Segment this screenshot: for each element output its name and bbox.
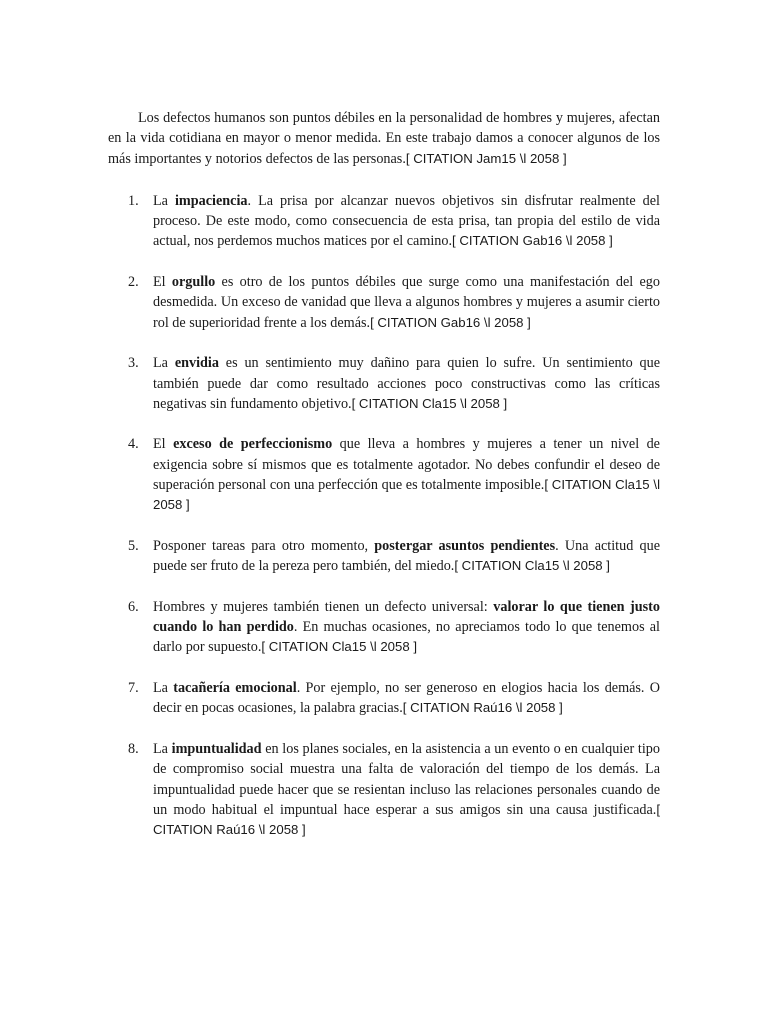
list-item-text-pre: La (153, 355, 175, 372)
list-item-bold: orgullo (171, 274, 216, 291)
list-item (108, 353, 660, 414)
list-item-bold: impaciencia (174, 192, 248, 209)
list-item-citation: [ CITATION Cla15 \l 2058 ] (261, 639, 417, 655)
list-item-citation: [ CITATION Cla15 \l 2058 ] (454, 558, 610, 574)
list-item-text-post: que lleva a hombres y mujeres a tener un nivel de exigencia sobre sí mismos que es totalmente agotador. No debes confundir el deseo de superación personal con una perfección que es totalmente imposible. (153, 436, 660, 494)
list-item-citation: [ CITATION Raú16 \l 2058 ] (153, 801, 660, 838)
list-item-text-post: . Por ejemplo, no ser generoso en elogios hacia los demás. O decir en pocas ocasiones, la palabra gracias. (153, 680, 660, 717)
list-item-bold: envidia (174, 355, 219, 372)
defects-list (108, 191, 660, 841)
list-item-number: 1. (128, 192, 139, 209)
list-item (108, 678, 660, 719)
list-item-bold: valorar lo que tienen justo cuando lo han perdido (153, 598, 661, 636)
list-item-text-pre: La (153, 680, 174, 697)
list-item-text-pre: La (153, 740, 172, 757)
list-item-citation: [ CITATION Gab16 \l 2058 ] (370, 314, 531, 330)
intro-text: Los defectos humanos son puntos débiles en la personalidad de hombres y mujeres, afectan en la vida cotidiana en mayor o menor medida. En este trabajo damos a conocer algunos de los más importantes y notorios defectos de las personas. (108, 110, 660, 167)
list-item-number: 7. (128, 680, 139, 697)
list-item-number: 5. (128, 537, 139, 554)
list-item-text-post: . Una actitud que puede ser fruto de la pereza pero también, del miedo. (153, 537, 660, 575)
list-item-text-post: en los planes sociales, en la asistencia a un evento o en cualquier tipo de compromiso social muestra una falta de valoración del tiempo de los demás. La impuntualidad puede hacer que se resientan incluso las relaciones personales cuando de un modo habitual el impuntual hace esperar a sus amigos sin una causa justificada. (153, 740, 660, 818)
list-item-text-pre: Posponer tareas para otro momento, (153, 537, 375, 554)
list-item-text-post: . En muchas ocasiones, no apreciamos todo lo que tenemos al darlo por supuesto. (153, 619, 660, 656)
list-item (108, 739, 660, 840)
list-item-citation: [ CITATION Cla15 \l 2058 ] (153, 477, 660, 513)
list-item-citation: [ CITATION Gab16 \l 2058 ] (452, 233, 613, 249)
list-item-number: 2. (128, 274, 139, 291)
list-item-bold: impuntualidad (171, 740, 262, 757)
list-item-text-post: es un sentimiento muy dañino para quien lo sufre. Un sentimiento que también puede dar como resultado acciones poco constructivas como las críticas negativas sin fundamento objetivo. (153, 355, 660, 412)
list-item-text-pre: Hombres y mujeres también tienen un defecto universal: (153, 598, 494, 615)
list-item-text-post: . La prisa por alcanzar nuevos objetivos sin disfrutar realmente del proceso. De este modo, como consecuencia de esta prisa, tan propia del estilo de vida actual, nos perdemos muchos matices por el camino. (153, 192, 660, 250)
list-item-bold: tacañería emocional (173, 680, 297, 697)
list-item-number: 3. (128, 355, 139, 372)
list-item-text-pre: El (153, 274, 172, 291)
list-item-bold: postergar asuntos pendientes (374, 537, 556, 554)
list-item-number: 6. (128, 598, 139, 615)
list-item-number: 4. (128, 436, 139, 453)
list-item (108, 536, 660, 577)
list-item (108, 272, 660, 333)
list-item (108, 597, 660, 658)
list-item-bold: exceso de perfeccionismo (173, 436, 333, 453)
intro-paragraph (108, 108, 660, 169)
list-item-citation: [ CITATION Raú16 \l 2058 ] (402, 700, 563, 716)
list-item-number: 8. (128, 740, 139, 757)
list-item-text-post: es otro de los puntos débiles que surge como una manifestación del ego desmedida. Un exceso de vanidad que lleva a algunos hombres y mujeres a asumir cierto rol de superioridad frente a los demás. (153, 274, 660, 331)
intro-citation: [ CITATION Jam15 \l 2058 ] (405, 150, 567, 166)
list-item-text-pre: La (153, 192, 175, 209)
list-item-text-pre: El (153, 436, 174, 453)
list-item (108, 434, 660, 515)
list-item (108, 191, 660, 252)
list-item-citation: [ CITATION Cla15 \l 2058 ] (351, 395, 508, 411)
